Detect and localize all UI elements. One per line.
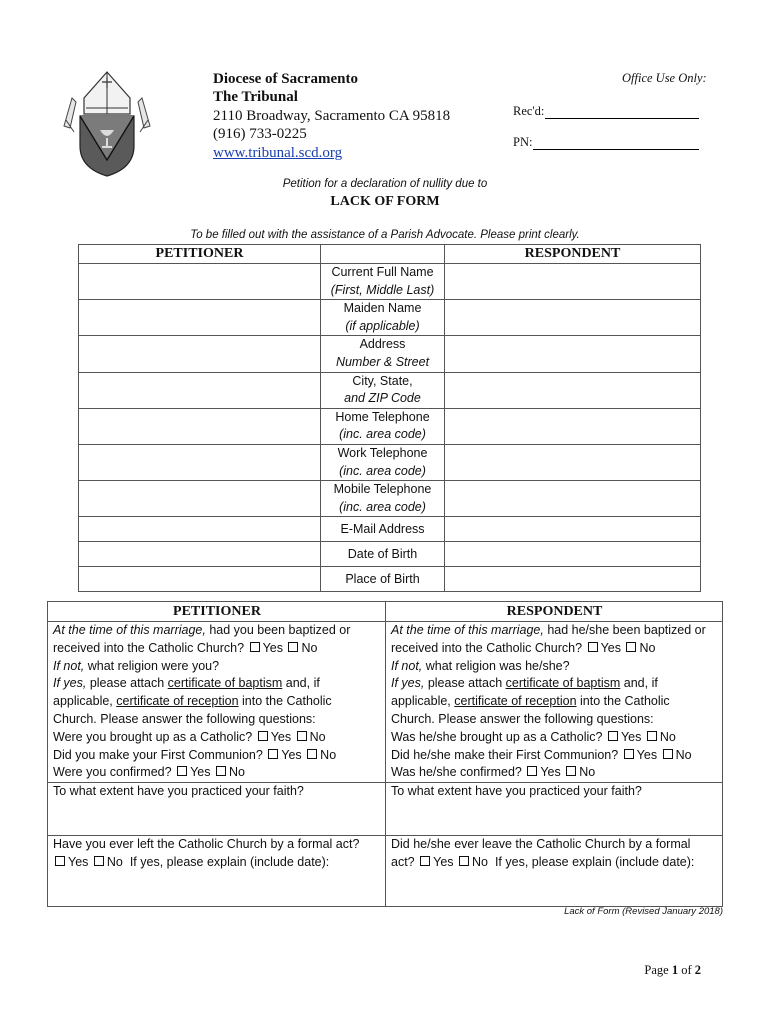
field-label bbox=[321, 444, 445, 480]
respondent-input-cell[interactable] bbox=[445, 542, 701, 567]
respondent-baptized-no-checkbox[interactable] bbox=[626, 642, 636, 652]
petitioner-input-cell[interactable] bbox=[79, 372, 321, 408]
field-label-line2: (inc. area code) bbox=[339, 427, 426, 442]
petitioner-input-cell[interactable] bbox=[79, 300, 321, 336]
field-label bbox=[321, 481, 445, 517]
petitioner-input-cell[interactable] bbox=[79, 481, 321, 517]
tribunal-name: The Tribunal bbox=[213, 89, 298, 105]
respondent-left-no-checkbox[interactable] bbox=[459, 856, 469, 866]
respondent-input-cell[interactable] bbox=[445, 372, 701, 408]
respondent-left-yes-checkbox[interactable] bbox=[420, 856, 430, 866]
petitioner-formal-act-cell[interactable]: Have you ever left the Catholic Church by a formal act? Yes No If yes, please explain (include date): bbox=[48, 836, 386, 907]
info-row bbox=[79, 542, 701, 567]
petitioner-catholic-yes-checkbox[interactable] bbox=[258, 731, 268, 741]
revision-note: Lack of Form (Revised January 2018) bbox=[564, 906, 723, 917]
petition-subtitle: Petition for a declaration of nullity due to bbox=[282, 178, 488, 190]
field-label bbox=[321, 300, 445, 336]
field-label-line2: (inc. area code) bbox=[339, 463, 426, 478]
info-row bbox=[79, 567, 701, 592]
field-label-line2: (if applicable) bbox=[345, 318, 420, 333]
respondent-communion-yes-checkbox[interactable] bbox=[624, 749, 634, 759]
info-row bbox=[79, 372, 701, 408]
field-label-line1: Mobile Telephone bbox=[333, 482, 432, 497]
respondent-communion-no-checkbox[interactable] bbox=[663, 749, 673, 759]
respondent-input-cell[interactable] bbox=[445, 336, 701, 372]
field-label-line1: Work Telephone bbox=[337, 445, 428, 460]
respondent-header-2: RESPONDENT bbox=[386, 602, 723, 622]
field-label-line1: E-Mail Address bbox=[340, 521, 425, 536]
field-label bbox=[321, 542, 445, 567]
respondent-formal-act-cell[interactable]: Did he/she ever leave the Catholic Church by a formal act? Yes No If yes, please explain (include date): bbox=[386, 836, 723, 907]
recd-field[interactable] bbox=[513, 104, 699, 119]
petitioner-header: PETITIONER bbox=[79, 245, 321, 264]
info-row bbox=[79, 336, 701, 372]
petitioner-confirmed-yes-checkbox[interactable] bbox=[177, 766, 187, 776]
petitioner-header-2: PETITIONER bbox=[48, 602, 386, 622]
petitioner-left-no-checkbox[interactable] bbox=[94, 856, 104, 866]
field-label-line2: Number & Street bbox=[335, 354, 430, 369]
phone-number: (916) 733-0225 bbox=[213, 126, 307, 142]
respondent-baptism-cell: At the time of this marriage, had he/she been baptized or received into the Catholic Church? Yes No If not, what religion was he/she? If yes, please attach certificate of baptism and, if applicable, certificate of reception into the Catholic Church. Please answer the following questions: Was he/she brought up as a Catholic? Yes No Did he/she make their First Communion? Yes No Was he/she confirmed? Yes No bbox=[386, 622, 723, 783]
instructions: To be filled out with the assistance of a Parish Advocate. Please print clearly. bbox=[190, 229, 580, 241]
respondent-input-cell[interactable] bbox=[445, 408, 701, 444]
respondent-baptized-yes-checkbox[interactable] bbox=[588, 642, 598, 652]
personal-info-table bbox=[78, 244, 701, 592]
respondent-input-cell[interactable] bbox=[445, 264, 701, 300]
info-row bbox=[79, 408, 701, 444]
office-use-label: Office Use Only: bbox=[622, 71, 707, 85]
field-label-line1: Current Full Name bbox=[331, 265, 434, 279]
petitioner-input-cell[interactable] bbox=[79, 517, 321, 542]
respondent-confirmed-yes-checkbox[interactable] bbox=[527, 766, 537, 776]
respondent-input-cell[interactable] bbox=[445, 567, 701, 592]
respondent-practice-field[interactable]: To what extent have you practiced your faith? bbox=[386, 783, 723, 836]
field-label-line2: and ZIP Code bbox=[344, 391, 421, 406]
field-label bbox=[321, 264, 445, 300]
respondent-catholic-yes-checkbox[interactable] bbox=[608, 731, 618, 741]
field-label-line1: Date of Birth bbox=[347, 546, 418, 561]
petitioner-baptized-no-checkbox[interactable] bbox=[288, 642, 298, 652]
field-label bbox=[321, 336, 445, 372]
pn-field[interactable] bbox=[513, 135, 699, 150]
recd-label: Rec'd: bbox=[513, 104, 545, 118]
respondent-input-cell[interactable] bbox=[445, 300, 701, 336]
religion-table bbox=[47, 601, 723, 907]
petitioner-left-yes-checkbox[interactable] bbox=[55, 856, 65, 866]
petitioner-input-cell[interactable] bbox=[79, 542, 321, 567]
form-title: LACK OF FORM bbox=[330, 194, 440, 209]
field-label bbox=[321, 517, 445, 542]
info-row bbox=[79, 264, 701, 300]
field-label-line2: (inc. area code) bbox=[339, 499, 426, 514]
petitioner-input-cell[interactable] bbox=[79, 264, 321, 300]
field-label-line1: City, State, bbox=[352, 373, 413, 388]
field-label-line1: Home Telephone bbox=[335, 409, 430, 424]
petitioner-practice-field[interactable]: To what extent have you practiced your faith? bbox=[48, 783, 386, 836]
petitioner-baptism-cell: At the time of this marriage, had you been baptized or received into the Catholic Church? Yes No If not, what religion were you? If yes, please attach certificate of baptism and, if applicable, certificate of reception into the Catholic Church. Please answer the following questions: Were you brought up as a Catholic? Yes No Did you make your First Communion? Yes No Were you confirmed? Yes No bbox=[48, 622, 386, 783]
field-label-line1: Place of Birth bbox=[345, 571, 420, 586]
pn-label: PN: bbox=[513, 135, 533, 149]
respondent-input-cell[interactable] bbox=[445, 444, 701, 480]
diocese-name: Diocese of Sacramento bbox=[213, 71, 358, 87]
page-number: Page 1 of 2 bbox=[644, 963, 701, 977]
info-row bbox=[79, 444, 701, 480]
respondent-input-cell[interactable] bbox=[445, 481, 701, 517]
info-row bbox=[79, 517, 701, 542]
field-label bbox=[321, 408, 445, 444]
petitioner-communion-no-checkbox[interactable] bbox=[307, 749, 317, 759]
respondent-header: RESPONDENT bbox=[445, 245, 701, 264]
petitioner-input-cell[interactable] bbox=[79, 567, 321, 592]
petitioner-communion-yes-checkbox[interactable] bbox=[268, 749, 278, 759]
respondent-input-cell[interactable] bbox=[445, 517, 701, 542]
field-label bbox=[321, 372, 445, 408]
petitioner-input-cell[interactable] bbox=[79, 444, 321, 480]
petitioner-baptized-yes-checkbox[interactable] bbox=[250, 642, 260, 652]
respondent-confirmed-no-checkbox[interactable] bbox=[566, 766, 576, 776]
petitioner-catholic-no-checkbox[interactable] bbox=[297, 731, 307, 741]
info-row bbox=[79, 481, 701, 517]
address: 2110 Broadway, Sacramento CA 95818 bbox=[213, 108, 451, 124]
website-link[interactable]: www.tribunal.scd.org bbox=[213, 145, 343, 161]
petitioner-confirmed-no-checkbox[interactable] bbox=[216, 766, 226, 776]
field-label bbox=[321, 567, 445, 592]
field-label-line1: Maiden Name bbox=[343, 301, 422, 316]
field-label-line2: (First, Middle Last) bbox=[330, 282, 435, 297]
petitioner-input-cell[interactable] bbox=[79, 336, 321, 372]
diocese-crest-logo bbox=[62, 68, 152, 180]
info-row bbox=[79, 300, 701, 336]
petitioner-input-cell[interactable] bbox=[79, 408, 321, 444]
respondent-catholic-no-checkbox[interactable] bbox=[647, 731, 657, 741]
field-label-line1: Address bbox=[359, 337, 406, 352]
